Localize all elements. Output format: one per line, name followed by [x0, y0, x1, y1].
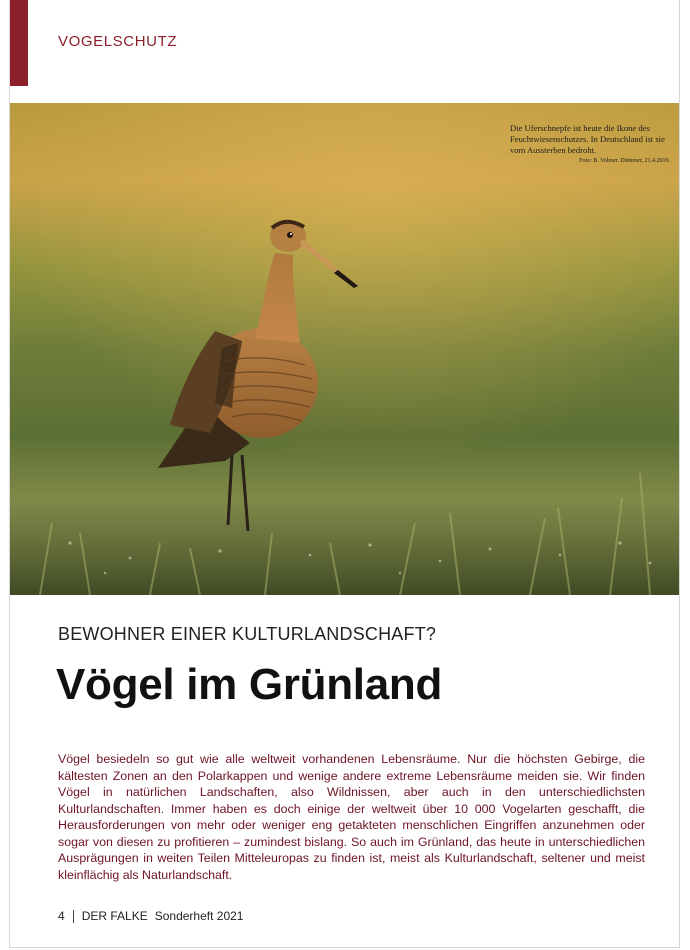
- caption-text: Die Uferschnepfe ist heute die Ikone des Feuchtwiesenschutzes. In Deutschland ist sie vom Aussterben bedroht.: [510, 123, 665, 155]
- footer-divider: [73, 910, 74, 923]
- article-title: Vögel im Grünland: [56, 660, 443, 709]
- issue-label: Sonderheft 2021: [154, 909, 244, 923]
- page-number: 4: [58, 909, 65, 923]
- magazine-name: DER FALKE: [81, 909, 148, 923]
- photo-credit: Foto: B. Volmer. Dümmer, 21.4.2019.: [579, 158, 670, 164]
- article-lead: Vögel besiedeln so gut wie alle weltweit vorhandenen Lebensräume. Nur die höchsten Gebirge, die kältesten Zonen an den Polarkappen und wenige andere extreme Lebensräume meiden sie. Wir finden Vögel in natürlichen Landschaften, also Wildnissen, aber auch in den unterschiedlichsten Kulturlandschaften. Immer haben es doch einige der weltweit über 10 000 Vogelarten geschafft, die Herausforderungen von mehr oder weniger eng getakteten menschlichen Eingriffen anzunehmen oder sogar von diesen zu profitieren – zumindest bislang. So auch im Grünland, das heute in unterschiedlichen Ausprägungen in weiten Teilen Mitteleuropas zu finden ist, meist als Kulturlandschaft, seltener und meist kleinflächig als Naturlandschaft.: [58, 752, 645, 882]
- section-marker-bar: [10, 0, 28, 86]
- photo-caption: [510, 123, 670, 166]
- section-label: VOGELSCHUTZ: [58, 33, 178, 50]
- bird-photo: [10, 103, 679, 595]
- article-kicker: BEWOHNER EINER KULTURLANDSCHAFT?: [58, 624, 437, 644]
- page-footer: [58, 909, 243, 923]
